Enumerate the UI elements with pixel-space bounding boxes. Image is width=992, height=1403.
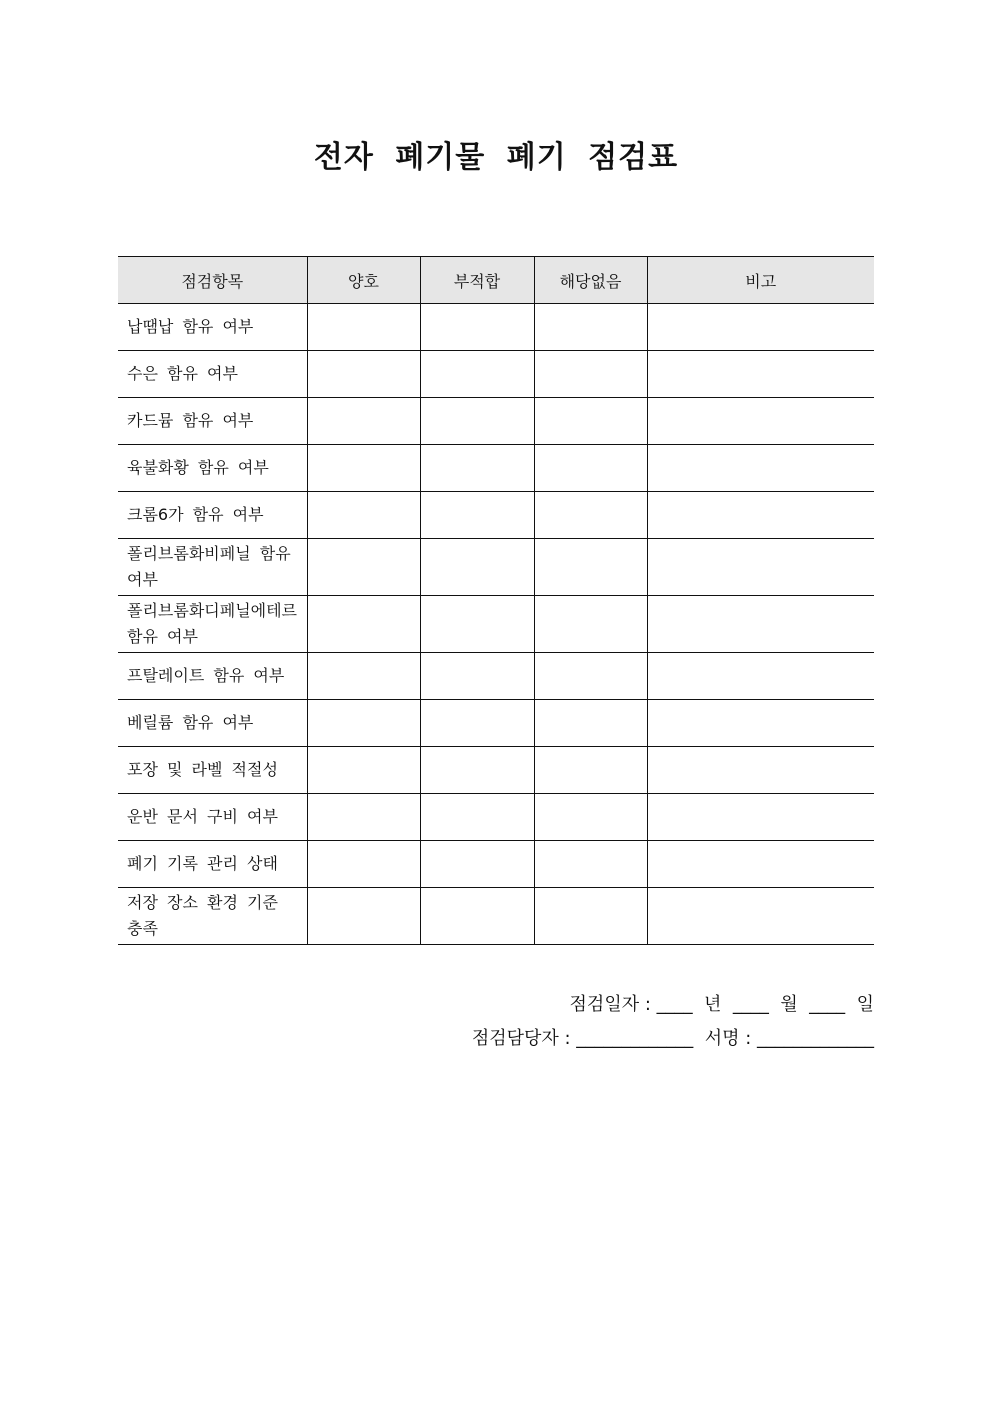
inspection-item-cell: 크롬6가 함유 여부 [118, 492, 307, 539]
nonconforming-cell[interactable] [420, 747, 534, 794]
not-applicable-cell[interactable] [534, 700, 647, 747]
inspection-item-cell: 수은 함유 여부 [118, 351, 307, 398]
inspection-item-cell: 포장 및 라벨 적절성 [118, 747, 307, 794]
nonconforming-cell[interactable] [420, 445, 534, 492]
not-applicable-cell[interactable] [534, 304, 647, 351]
good-cell[interactable] [307, 539, 420, 596]
good-cell[interactable] [307, 304, 420, 351]
remarks-cell[interactable] [647, 888, 874, 945]
nonconforming-cell[interactable] [420, 841, 534, 888]
inspection-date-line: 점검일자 : ____ 년 ____ 월 ____ 일 [569, 994, 874, 1015]
table-row [118, 596, 874, 653]
table-row [118, 304, 874, 351]
good-cell[interactable] [307, 747, 420, 794]
table-row [118, 492, 874, 539]
good-cell[interactable] [307, 492, 420, 539]
not-applicable-cell[interactable] [534, 794, 647, 841]
good-cell[interactable] [307, 653, 420, 700]
remarks-cell[interactable] [647, 653, 874, 700]
nonconforming-cell[interactable] [420, 351, 534, 398]
not-applicable-cell[interactable] [534, 445, 647, 492]
nonconforming-cell[interactable] [420, 398, 534, 445]
inspection-item-cell: 프탈레이트 함유 여부 [118, 653, 307, 700]
inspection-checklist-table [118, 256, 874, 945]
not-applicable-cell[interactable] [534, 888, 647, 945]
good-cell[interactable] [307, 841, 420, 888]
good-cell[interactable] [307, 445, 420, 492]
document-title: 전자 폐기물 폐기 점검표 [313, 140, 679, 175]
table-row [118, 794, 874, 841]
header-inspection-item: 점검항목 [118, 257, 307, 304]
remarks-cell[interactable] [647, 539, 874, 596]
nonconforming-cell[interactable] [420, 888, 534, 945]
remarks-cell[interactable] [647, 841, 874, 888]
header-nonconforming: 부적합 [420, 257, 534, 304]
inspection-item-cell: 베릴륨 함유 여부 [118, 700, 307, 747]
nonconforming-cell[interactable] [420, 653, 534, 700]
table-row [118, 700, 874, 747]
good-cell[interactable] [307, 398, 420, 445]
not-applicable-cell[interactable] [534, 539, 647, 596]
not-applicable-cell[interactable] [534, 841, 647, 888]
table-row [118, 398, 874, 445]
remarks-cell[interactable] [647, 304, 874, 351]
table-row [118, 351, 874, 398]
not-applicable-cell[interactable] [534, 653, 647, 700]
table-row [118, 747, 874, 794]
table-row [118, 539, 874, 596]
inspection-item-cell: 저장 장소 환경 기준 충족 [118, 888, 307, 945]
not-applicable-cell[interactable] [534, 351, 647, 398]
inspector-signature-line: 점검담당자 : _____________ 서명 : _____________ [471, 1028, 874, 1049]
nonconforming-cell[interactable] [420, 492, 534, 539]
inspection-item-cell: 육불화황 함유 여부 [118, 445, 307, 492]
nonconforming-cell[interactable] [420, 596, 534, 653]
not-applicable-cell[interactable] [534, 596, 647, 653]
table-row [118, 841, 874, 888]
good-cell[interactable] [307, 700, 420, 747]
header-not-applicable: 해당없음 [534, 257, 647, 304]
nonconforming-cell[interactable] [420, 304, 534, 351]
nonconforming-cell[interactable] [420, 539, 534, 596]
good-cell[interactable] [307, 351, 420, 398]
remarks-cell[interactable] [647, 445, 874, 492]
remarks-cell[interactable] [647, 747, 874, 794]
remarks-cell[interactable] [647, 398, 874, 445]
inspection-item-cell: 폴리브롬화비페닐 함유 여부 [118, 539, 307, 596]
not-applicable-cell[interactable] [534, 747, 647, 794]
nonconforming-cell[interactable] [420, 700, 534, 747]
remarks-cell[interactable] [647, 700, 874, 747]
remarks-cell[interactable] [647, 596, 874, 653]
inspection-item-cell: 카드뮴 함유 여부 [118, 398, 307, 445]
inspection-item-cell: 폴리브롬화디페닐에테르 함유 여부 [118, 596, 307, 653]
inspection-item-cell: 폐기 기록 관리 상태 [118, 841, 307, 888]
inspection-item-cell: 납땜납 함유 여부 [118, 304, 307, 351]
good-cell[interactable] [307, 888, 420, 945]
table-row [118, 653, 874, 700]
inspection-item-cell: 운반 문서 구비 여부 [118, 794, 307, 841]
table-header-row [118, 257, 874, 304]
remarks-cell[interactable] [647, 351, 874, 398]
header-good: 양호 [307, 257, 420, 304]
header-remarks: 비고 [647, 257, 874, 304]
not-applicable-cell[interactable] [534, 398, 647, 445]
table-row [118, 445, 874, 492]
remarks-cell[interactable] [647, 794, 874, 841]
remarks-cell[interactable] [647, 492, 874, 539]
table-row [118, 888, 874, 945]
not-applicable-cell[interactable] [534, 492, 647, 539]
good-cell[interactable] [307, 596, 420, 653]
good-cell[interactable] [307, 794, 420, 841]
nonconforming-cell[interactable] [420, 794, 534, 841]
